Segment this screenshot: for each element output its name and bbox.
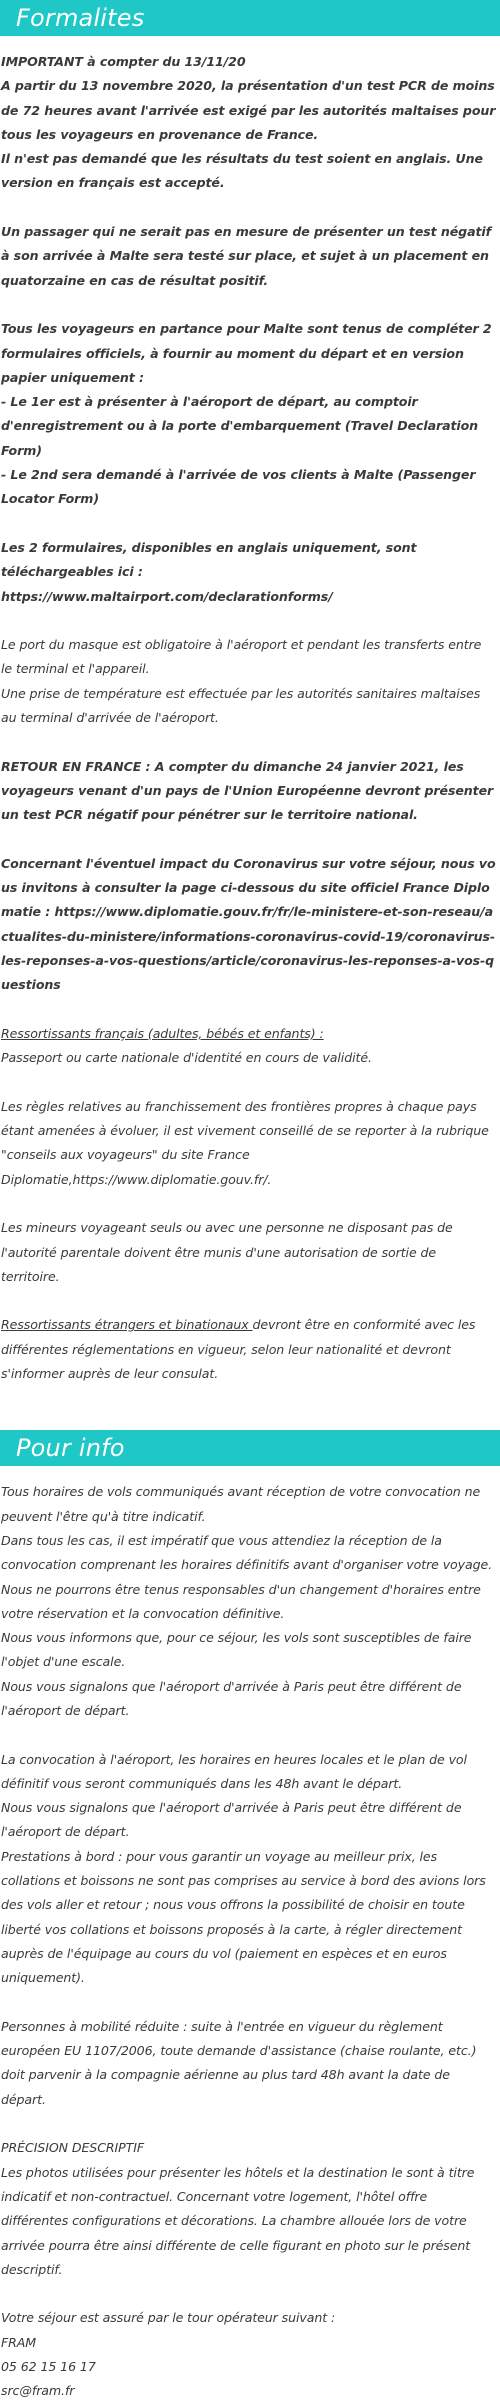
mineurs-text: Les mineurs voyageant seuls ou avec une personne ne disposant pas de l'autorité parentale doivent être munis d'une autorisation de sortie de territoire. <box>1 1220 453 1284</box>
important-heading: IMPORTANT à compter du 13/11/20 <box>1 54 246 69</box>
prestations-text: Prestations à bord : pour vous garantir un voyage au meilleur prix, les collations et boissons ne sont pas comprises au service à bord des avions lors des vols aller et retour ; nous vous offrons la possibilité de choisir en toute liberté vos collations et boissons proposés à la carte, à régler directement auprès de l'équipage au cours du vol (paiement en espèces et en euros uniquement). <box>1 1848 486 1986</box>
etrangers-title: Ressortissants étrangers et binationaux <box>1 1317 253 1333</box>
horaires-responsabilite-text: Nous ne pourrons être tenus responsables d'un changement d'horaires entre votre réservation et la convocation définitive. <box>1 1581 481 1621</box>
operator-intro: Votre séjour est assuré par le tour opérateur suivant : <box>1 2310 336 2326</box>
convocation-text: La convocation à l'aéroport, les horaires en heures locales et le plan de vol définitif vous seront communiqués dans les 48h avant le départ. <box>1 1751 467 1791</box>
diplomatie-text[interactable]: Concernant l'éventuel impact du Coronavirus sur votre séjour, nous vous invitons à consulter la page ci-dessous du site officiel France Diplomatie : https://www.diplomatie.gouv.fr/fr/le-ministere-et-son-reseau/actualites-du-ministere/informations-coronavirus-covid-19/coronavirus-les-reponses-a-vos-questions/article/coronavirus-les-reponses-a-vos-questions <box>1 855 496 993</box>
pour-info-header: Pour info <box>0 1430 500 1466</box>
operator-phone: 05 62 15 16 17 <box>1 2359 96 2375</box>
precision-title: PRÉCISION DESCRIPTIF <box>1 2140 145 2156</box>
aeroport-paris-text: Nous vous signalons que l'aéroport d'arrivée à Paris peut être différent de l'aéroport de départ. <box>1 1678 462 1718</box>
pour-info-content <box>0 1466 500 2403</box>
ressortissants-fr-text: Passeport ou carte nationale d'identité en cours de validité. <box>1 1050 372 1066</box>
horaires-definitifs-text: Dans tous les cas, il est impératif que vous attendiez la réception de la convocation comprenant les horaires définitifs avant d'organiser votre voyage. <box>1 1532 493 1573</box>
precision-text: Les photos utilisées pour présenter les hôtels et la destination le sont à titre indicatif et non-contractuel. Concernant votre logement, l'hôtel offre différentes configurations et décorations. La chambre allouée lors de votre arrivée pourra être ainsi différente de celle figurant en photo sur le présent descriptif. <box>1 2164 475 2277</box>
download-text: Les 2 formulaires, disponibles en anglais uniquement, sont téléchargeables ici : <box>1 539 417 580</box>
formalites-header: Formalites <box>0 0 500 36</box>
pour-info-section <box>0 1430 500 2403</box>
negative-test-text: Un passager qui ne serait pas en mesure de présenter un test négatif à son arrivée à Malte sera testé sur place, et sujet à un placement en quatorzaine en cas de résultat positif. <box>1 224 492 288</box>
forms-second-text: - Le 2nd sera demandé à l'arrivée de vos clients à Malte (Passenger Locator Form) <box>1 467 476 507</box>
mobilite-text: Personnes à mobilité réduite : suite à l'entrée en vigueur du règlement européen EU 1107/2006, toute demande d'assistance (chaise roulante, etc.) doit parvenir à la compagnie aérienne au plus tard 48h avant la date de départ. <box>1 2018 477 2107</box>
ressortissants-fr-title: Ressortissants français (adultes, bébés et enfants) : <box>1 1025 324 1041</box>
etrangers-text: devront être en conformité avec les différentes réglementations en vigueur, selon leur nationalité et devront s'informer auprès de leur consulat. <box>1 1317 476 1382</box>
operator-email[interactable]: src@fram.fr <box>1 2383 75 2399</box>
temperature-text: Une prise de température est effectuée par les autorités sanitaires maltaises au terminal d'arrivée de l'aéroport. <box>1 685 481 726</box>
escale-text: Nous vous informons que, pour ce séjour, les vols sont susceptibles de faire l'objet d'une escale. <box>1 1630 472 1670</box>
regles-text: Les règles relatives au franchissement des frontières propres à chaque pays étant amenées à évoluer, il est vivement conseillé de se reporter à la rubrique "conseils aux voyageurs" du site France Diplomatie,https://www.diplomatie.gouv.fr/. <box>1 1098 489 1187</box>
etrangers-paragraph <box>1 1313 496 1386</box>
operator-name: FRAM <box>1 2334 37 2350</box>
return-france-text: RETOUR EN FRANCE : A compter du dimanche 24 janvier 2021, les voyageurs venant d'un pays de l'Union Européenne devront présenter un test PCR négatif pour pénétrer sur le territoire national. <box>1 758 494 823</box>
important-pcr-text: A partir du 13 novembre 2020, la présentation d'un test PCR de moins de 72 heures avant l'arrivée est exigé par les autorités maltaises pour tous les voyageurs en provenance de France. <box>1 78 496 142</box>
formalites-content <box>0 36 500 1386</box>
important-language-text: Il n'est pas demandé que les résultats du test soient en anglais. Une version en français est accepté. <box>1 151 483 191</box>
mask-text: Le port du masque est obligatoire à l'aéroport et pendant les transferts entre le terminal et l'appareil. <box>1 637 482 677</box>
horaires-indicatifs-text: Tous horaires de vols communiqués avant réception de votre convocation ne peuvent l'être qu'à titre indicatif. <box>1 1484 481 1524</box>
maltairport-link[interactable]: https://www.maltairport.com/declarationforms/ <box>1 588 333 604</box>
forms-intro-text: Tous les voyageurs en partance pour Malte sont tenus de compléter 2 formulaires officiels, à fournir au moment du départ et en version papier uniquement : <box>1 321 492 385</box>
aeroport-paris-text-2: Nous vous signalons que l'aéroport d'arrivée à Paris peut être différent de l'aéroport de départ. <box>1 1800 462 1840</box>
forms-first-text: - Le 1er est à présenter à l'aéroport de départ, au comptoir d'enregistrement ou à la porte d'embarquement (Travel Declaration Form) <box>1 394 479 458</box>
